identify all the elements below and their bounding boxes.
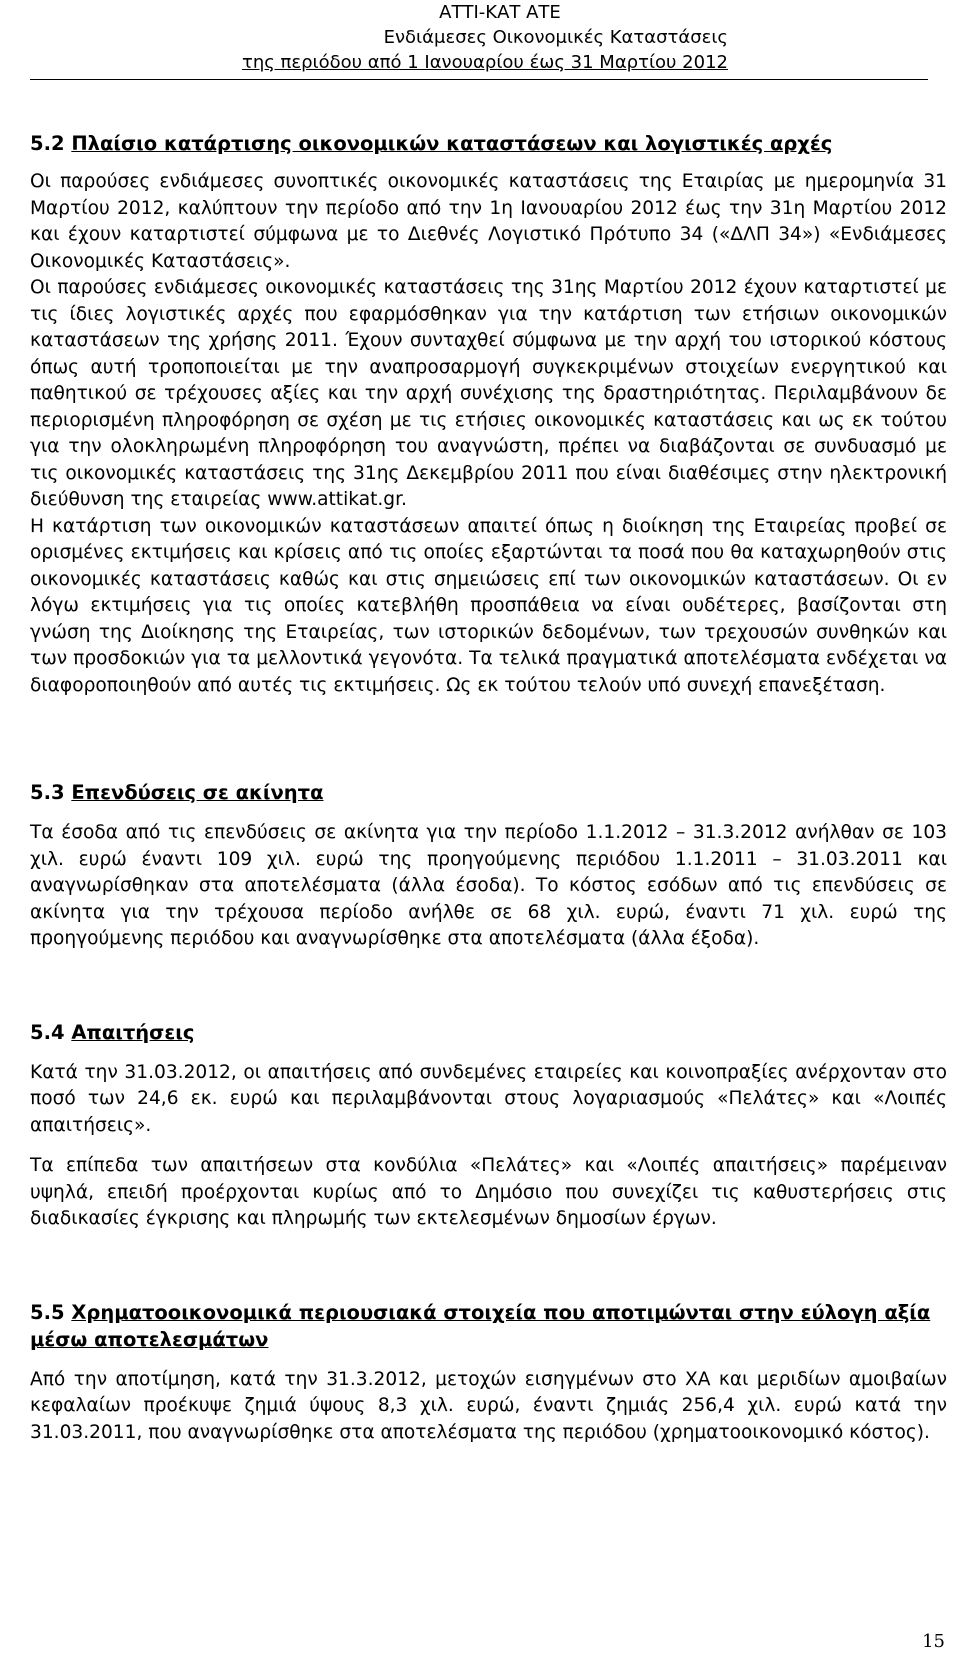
section-title: Πλαίσιο κατάρτισης οικονομικών καταστάσεων και λογιστικές αρχές — [71, 132, 833, 155]
section-5-5-heading — [30, 1299, 947, 1353]
header-subtitle: Ενδιάμεσες Οικονομικές Καταστάσεις — [383, 27, 728, 48]
section-5-4-paragraph-2: Τα επίπεδα των απαιτήσεων στα κονδύλια «Πελάτες» και «Λοιπές απαιτήσεις» παρέμειναν υψηλά, επειδή προέρχονται κυρίως από το Δημόσιο που συνεχίζει τις καθυστερήσεις στις διαδικασίες έγκρισης και πληρωμής των εκτελεσμένων δημοσίων έργων. — [30, 1155, 947, 1229]
header-period: της περιόδου από 1 Ιανουαρίου έως 31 Μαρτίου 2012 — [241, 52, 728, 73]
section-5-2-paragraph-3: Η κατάρτιση των οικονομικών καταστάσεων απαιτεί όπως η διοίκηση της Εταιρείας προβεί σε ορισμένες εκτιμήσεις και κρίσεις από τις οποίες εξαρτώνται τα ποσά που θα καταχωρηθούν στις οικονομικές καταστάσεις καθώς και στις σημειώσεις επί των οικονομικών καταστάσεων. Οι εν λόγω εκτιμήσεις για τις οποίες κατεβλήθη προσπάθεια να είναι ουδέτερες, βασίζονται στη γνώση της Διοίκησης της Εταιρείας, των ιστορικών δεδομένων, των τρεχουσών συνθηκών και των προσδοκιών για τα μελλοντικά γεγονότα. Τα τελικά πραγματικά αποτελέσματα ενδέχεται να διαφοροποιηθούν από αυτές τις εκτιμήσεις. Ως εκ τούτου τελούν υπό συνεχή επανεξέταση. — [30, 515, 947, 696]
section-title: Επενδύσεις σε ακίνητα — [71, 781, 324, 804]
page-number: 15 — [922, 1631, 945, 1652]
section-5-4-heading — [30, 1019, 947, 1046]
header-company: ΑΤΤΙ-ΚΑΤ ΑΤΕ — [439, 2, 561, 23]
section-title: Απαιτήσεις — [71, 1020, 195, 1044]
section-5-3-paragraph-1: Τα έσοδα από τις επενδύσεις σε ακίνητα για την περίοδο 1.1.2012 – 31.3.2012 ανήλθαν σε 103 χιλ. ευρώ έναντι 109 χιλ. ευρώ της προηγούμενης περιόδου 1.1.2011 – 31.03.2011 και αναγνωρίσθηκαν στα αποτελέσματα (άλλα έσοδα). Το κόστος εσόδων από τις επενδύσεις σε ακίνητα για την τρέχουσα περίοδο ανήλθε σε 68 χιλ. ευρώ, έναντι 71 χιλ. ευρώ της προηγούμενης περιόδου και αναγνωρίσθηκε στα αποτελέσματα (άλλα έξοδα). — [30, 822, 947, 949]
section-number: 5.2 — [30, 132, 65, 155]
section-5-2-paragraph-1: Οι παρούσες ενδιάμεσες συνοπτικές οικονομικές καταστάσεις της Εταιρίας με ημερομηνία 31 Μαρτίου 2012, καλύπτουν την περίοδο από την 1η Ιανουαρίου 2012 έως την 31η Μαρτίου 2012 και έχουν καταρτιστεί σύμφωνα με το Διεθνές Λογιστικό Πρότυπο 34 («ΔΛΠ 34») «Ενδιάμεσες Οικονομικές Καταστάσεις». — [30, 171, 947, 272]
section-number: 5.3 — [30, 781, 65, 804]
page-header — [242, 0, 728, 75]
section-number: 5.4 — [30, 1020, 65, 1044]
header-rule — [30, 79, 928, 80]
section-5-5-paragraph-1: Από την αποτίμηση, κατά την 31.3.2012, μετοχών εισηγμένων στο ΧΑ και μεριδίων αμοιβαίων κεφαλαίων προέκυψε ζημιά ύψους 8,3 χιλ. ευρώ, έναντι ζημιάς 256,4 χιλ. ευρώ κατά την 31.03.2011, που αναγνωρίσθηκε στα αποτελέσματα της περιόδου (χρηματοοικονομικό κόστος). — [30, 1368, 947, 1443]
document-body — [30, 130, 947, 1446]
section-5-4-paragraph-1: Κατά την 31.03.2012, οι απαιτήσεις από συνδεμένες εταιρείες και κοινοπραξίες ανέρχονταν στο ποσό των 24,6 εκ. ευρώ και περιλαμβάνονται στους λογαριασμούς «Πελάτες» και «Λοιπές απαιτήσεις». — [30, 1061, 947, 1136]
section-number: 5.5 — [30, 1300, 65, 1324]
section-title: Χρηματοοικονομικά περιουσιακά στοιχεία που αποτιμώνται στην εύλογη αξία μέσω αποτελεσμάτων — [30, 1300, 931, 1351]
section-5-2-paragraph-2: Οι παρούσες ενδιάμεσες οικονομικές καταστάσεις της 31ης Μαρτίου 2012 έχουν καταρτιστεί με τις ίδιες λογιστικές αρχές που εφαρμόσθηκαν για την κατάρτιση των ετήσιων οικονομικών καταστάσεων της χρήσης 2011. Έχουν συνταχθεί σύμφωνα με την αρχή του ιστορικού κόστους όπως αυτή τροποποιείται με την αναπροσαρμογή συγκεκριμένων στοιχείων ενεργητικού και παθητικού σε τρέχουσες αξίες και την αρχή συνέχισης της δραστηριότητας. Περιλαμβάνουν δε περιορισμένη πληροφόρηση σε σχέση με τις ετήσιες οικονομικές καταστάσεις και ως εκ τούτου για την ολοκληρωμένη πληροφόρηση του αναγνώστη, πρέπει να διαβάζονται σε συνδυασμό με τις οικονομικές καταστάσεις της 31ης Δεκεμβρίου 2011 που είναι διαθέσιμες στην ηλεκτρονική διεύθυνση της εταιρείας www.attikat.gr. — [30, 277, 947, 510]
section-5-3-heading — [30, 779, 947, 806]
section-5-2-heading — [30, 130, 947, 157]
